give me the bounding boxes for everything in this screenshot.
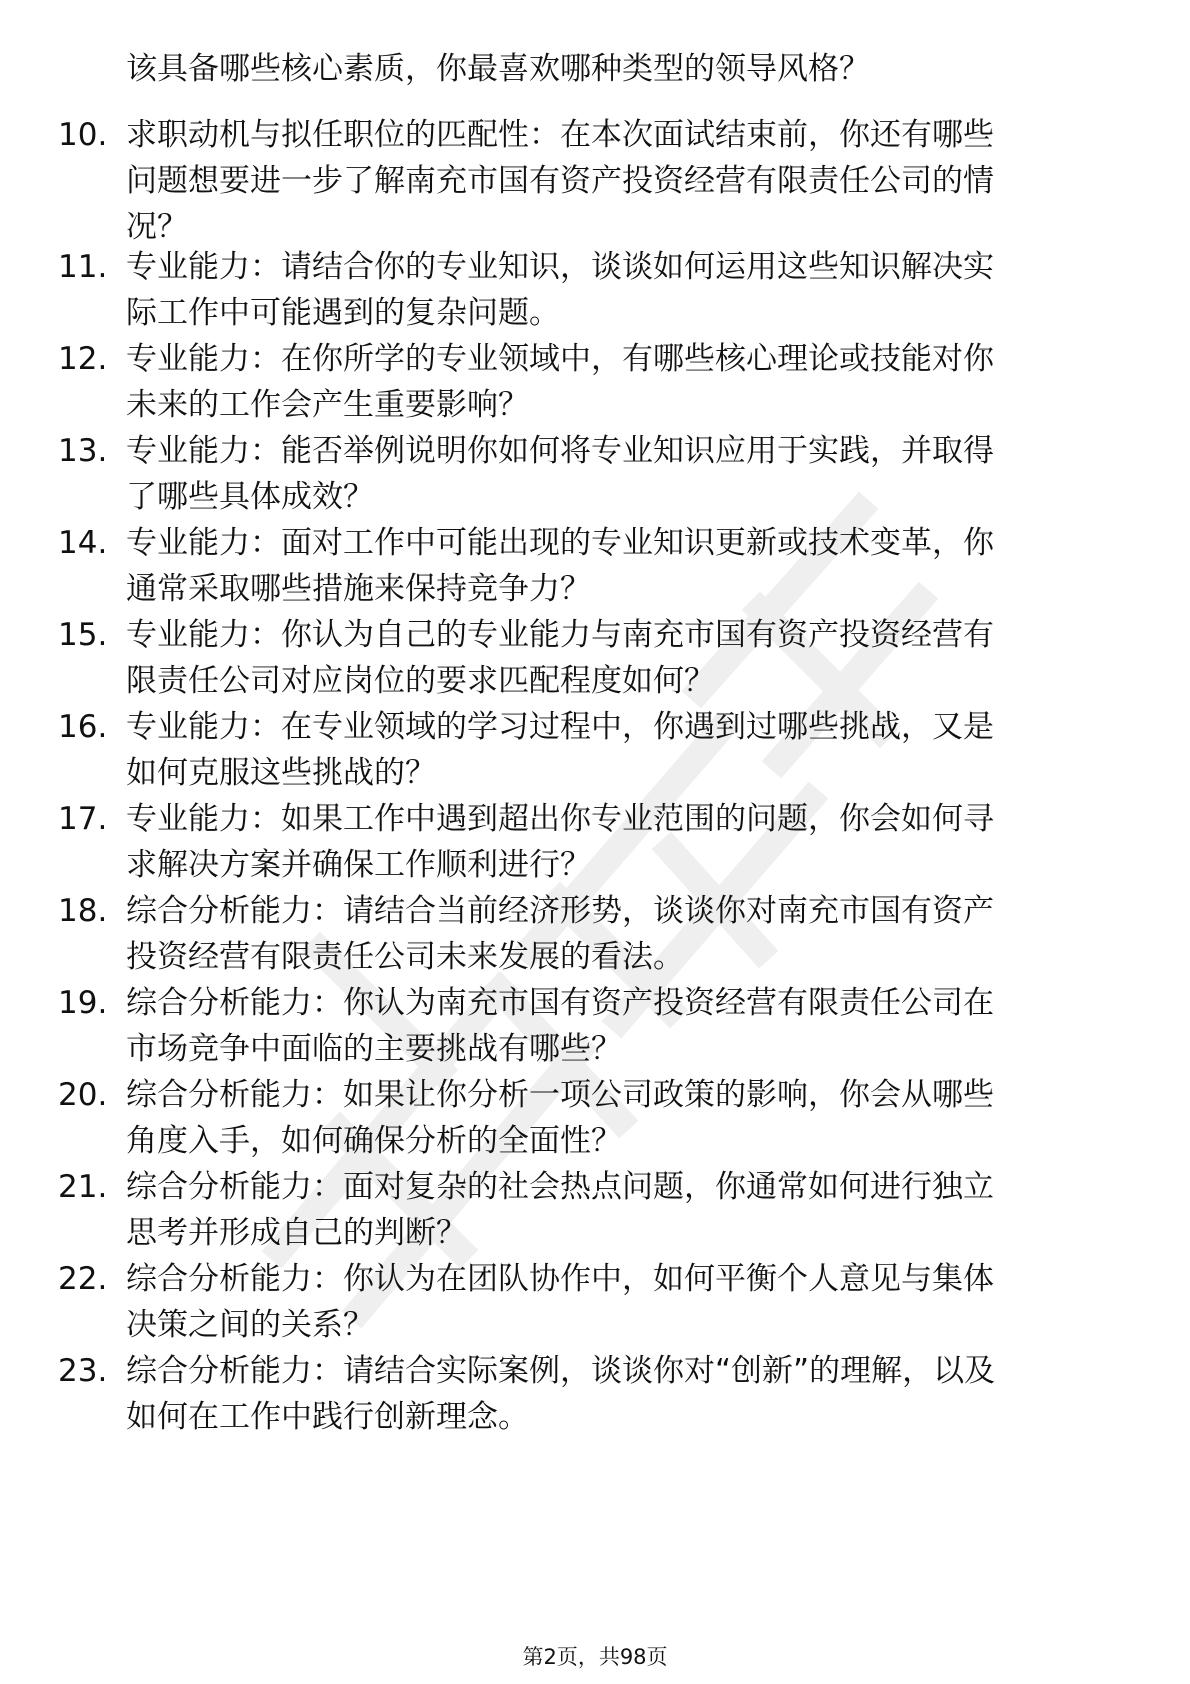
question-text-line: 综合分析能力：你认为在团队协作中，如何平衡个人意见与集体: [126, 1261, 994, 1297]
question-text: [126, 520, 1126, 612]
question-number: 17.: [58, 801, 108, 837]
question-number: 16.: [58, 709, 108, 745]
question-number: 10.: [58, 117, 108, 153]
question-text-line: 求职动机与拟任职位的匹配性：在本次面试结束前，你还有哪些: [126, 117, 994, 153]
question-text: [126, 980, 1126, 1072]
question-text-line: 专业能力：请结合你的专业知识，谈谈如何运用这些知识解决实: [126, 249, 994, 285]
question-text-line: 了哪些具体成效？: [126, 479, 374, 515]
question-text: [126, 704, 1126, 796]
question-text-line: 思考并形成自己的判断？: [126, 1215, 467, 1251]
question-text-line: 综合分析能力：如果让你分析一项公司政策的影响，你会从哪些: [126, 1077, 994, 1113]
question-text-line: 综合分析能力：请结合当前经济形势，谈谈你对南充市国有资产: [126, 893, 994, 929]
question-number: 15.: [58, 617, 108, 653]
question-text: [126, 1072, 1126, 1164]
question-text-line: 综合分析能力：请结合实际案例，谈谈你对“创新”的理解，以及: [126, 1353, 996, 1389]
question-text-line: 如何克服这些挑战的？: [126, 755, 436, 791]
question-text-line: 综合分析能力：你认为南充市国有资产投资经营有限责任公司在: [126, 985, 994, 1021]
question-text-line: 际工作中可能遇到的复杂问题。: [126, 295, 560, 331]
question-text-line: 角度入手，如何确保分析的全面性？: [126, 1123, 622, 1159]
question-text-line: 专业能力：在你所学的专业领域中，有哪些核心理论或技能对你: [126, 341, 994, 377]
question-text-line: 未来的工作会产生重要影响？: [126, 387, 529, 423]
question-text-line: 专业能力：能否举例说明你如何将专业知识应用于实践，并取得: [126, 433, 994, 469]
continued-question-text: 该具备哪些核心素质，你最喜欢哪种类型的领导风格？: [126, 51, 870, 87]
question-number: 22.: [58, 1261, 108, 1297]
question-text: [126, 428, 1126, 520]
question-text-line: 专业能力：面对工作中可能出现的专业知识更新或技术变革，你: [126, 525, 994, 561]
question-text-line: 专业能力：在专业领域的学习过程中，你遇到过哪些挑战，又是: [126, 709, 994, 745]
question-text-line: 求解决方案并确保工作顺利进行？: [126, 847, 591, 883]
question-text-line: 如何在工作中践行创新理念。: [126, 1399, 529, 1435]
question-number: 21.: [58, 1169, 108, 1205]
question-number: 13.: [58, 433, 108, 469]
question-text-line: 专业能力：如果工作中遇到超出你专业范围的问题，你会如何寻: [126, 801, 994, 837]
question-number: 12.: [58, 341, 108, 377]
question-text-line: 专业能力：你认为自己的专业能力与南充市国有资产投资经营有: [126, 617, 994, 653]
question-text: [126, 1256, 1126, 1348]
question-text-line: 限责任公司对应岗位的要求匹配程度如何？: [126, 663, 715, 699]
page-footer: 第2页，共98页: [522, 1645, 668, 1669]
question-text: [126, 1164, 1126, 1256]
question-number: 18.: [58, 893, 108, 929]
question-text-line: 决策之间的关系？: [126, 1307, 374, 1343]
question-number: 11.: [58, 249, 108, 285]
question-text-line: 况？: [126, 209, 188, 245]
question-text: [126, 336, 1126, 428]
question-text: [126, 1348, 1126, 1440]
question-text-line: 通常采取哪些措施来保持竞争力？: [126, 571, 591, 607]
question-number: 23.: [58, 1353, 108, 1389]
question-text-line: 综合分析能力：面对复杂的社会热点问题，你通常如何进行独立: [126, 1169, 994, 1205]
question-text-line: 市场竞争中面临的主要挑战有哪些？: [126, 1031, 622, 1067]
question-text: [126, 796, 1126, 888]
question-text-line: 投资经营有限责任公司未来发展的看法。: [126, 939, 684, 975]
question-text: [126, 244, 1126, 336]
question-number: 14.: [58, 525, 108, 561]
question-text: [126, 112, 1126, 250]
question-number: 19.: [58, 985, 108, 1021]
question-text: [126, 612, 1126, 704]
question-number: 20.: [58, 1077, 108, 1113]
question-text-line: 问题想要进一步了解南充市国有资产投资经营有限责任公司的情: [126, 163, 994, 199]
question-text: [126, 888, 1126, 980]
